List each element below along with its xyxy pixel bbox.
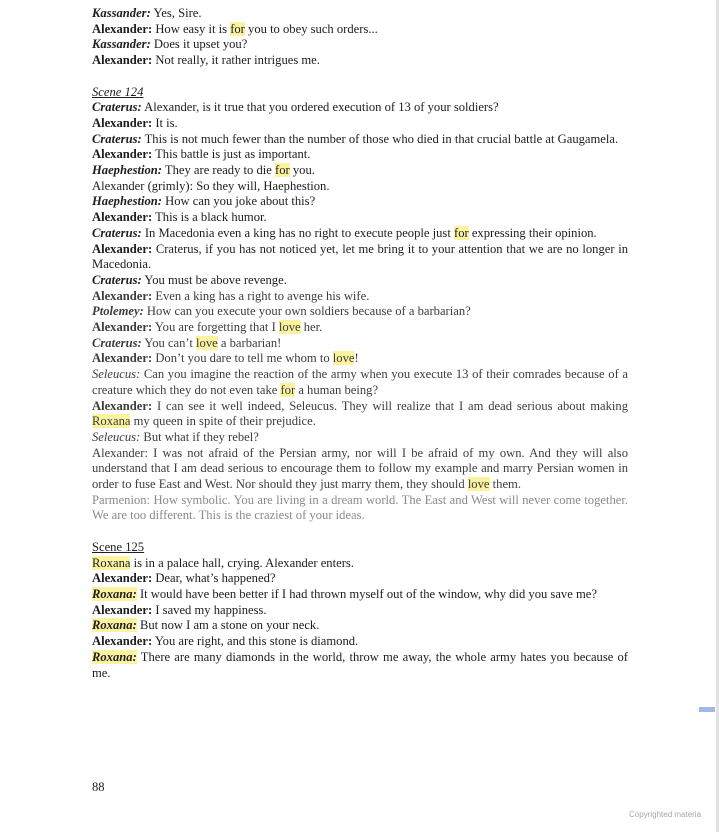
dialogue-line: Alexander: Don’t you dare to tell me whom to love! xyxy=(92,351,359,366)
dialogue-line: Seleucus: Can you imagine the reaction of the army when you execute 13 of their comrades because of a creature which they do not even take for a human being? xyxy=(92,367,628,397)
search-highlight: for xyxy=(280,382,296,397)
search-highlight: love xyxy=(467,477,490,492)
search-highlight: love xyxy=(278,320,301,335)
dialogue-line: Haephestion: How can you joke about this? xyxy=(92,194,316,209)
dialogue-line: Alexander (grimly): So they will, Haephestion. xyxy=(92,178,330,193)
scene-heading: Scene 124 xyxy=(92,84,144,99)
dialogue-line: Alexander: Craterus, if you has not noticed yet, let me bring it to your attention that we are no longer in Macedonia. xyxy=(92,241,628,272)
dialogue-line: Alexander: I saved my happiness. xyxy=(92,602,267,617)
dialogue-line: Craterus: Alexander, is it true that you ordered execution of 13 of your soldiers? xyxy=(92,100,499,115)
dialogue-line: Kassander: Does it upset you? xyxy=(92,37,248,52)
search-highlight: for xyxy=(454,225,469,240)
dialogue-line: Alexander: This is a black humor. xyxy=(92,210,267,225)
dialogue-line: Parmenion: How symbolic. You are living in a dream world. The East and West will never come together. We are too different. This is the craziest of your ideas. xyxy=(92,492,628,523)
scroll-indicator[interactable] xyxy=(699,707,715,712)
dialogue-line: Roxana: It would have been better if I had thrown myself out of the window, why did you save me? xyxy=(92,586,597,601)
search-highlight: for xyxy=(275,163,290,178)
dialogue-line: Alexander: I can see it well indeed, Seleucus. They will realize that I am dead serious about making Roxana my queen in spite of their prejudice. xyxy=(92,398,628,429)
search-highlight: love xyxy=(332,351,355,366)
dialogue-line: Craterus: This is not much fewer than the number of those who died in that crucial battle at Gaugamela. xyxy=(92,131,619,146)
dialogue-line: Haephestion: They are ready to die for you. xyxy=(92,163,315,178)
search-highlight: for xyxy=(230,21,245,36)
dialogue-line: Craterus: You can’t love a barbarian! xyxy=(92,335,282,350)
stage-direction: Roxana is in a palace hall, crying. Alexander enters. xyxy=(92,555,354,570)
dialogue-line: Ptolemey: How can you execute your own soldiers because of a barbarian? xyxy=(92,304,471,319)
dialogue-line: Alexander: You are right, and this stone is diamond. xyxy=(92,634,359,649)
page-number: 88 xyxy=(92,780,105,794)
dialogue-line: Alexander: This battle is just as important. xyxy=(92,147,311,162)
copyright-watermark: Copyrighted materia xyxy=(629,810,702,819)
dialogue-line: Alexander: You are forgetting that I love her. xyxy=(92,320,323,335)
scene-heading: Scene 125 xyxy=(92,539,145,554)
dialogue-line: Alexander: Dear, what’s happened? xyxy=(92,571,276,586)
dialogue-line: Alexander: Not really, it rather intrigues me. xyxy=(92,53,320,68)
dialogue-line: Alexander: I was not afraid of the Persian army, nor will I be afraid of my own. And they will also understand that I am dead serious to encourage them to follow my example and marry Persian women in order to fuse East and West. Nor should they just marry them, they should love them. xyxy=(92,445,628,492)
dialogue-line: Craterus: In Macedonia even a king has no right to execute people just for expressing their opinion. xyxy=(92,225,597,240)
search-highlight: Roxana: xyxy=(92,586,137,601)
script-page xyxy=(92,6,628,681)
dialogue-line: Roxana: But now I am a stone on your neck. xyxy=(92,618,320,633)
dialogue-line: Alexander: It is. xyxy=(92,115,178,130)
dialogue-line: Craterus: You must be above revenge. xyxy=(92,272,287,287)
dialogue-line: Kassander: Yes, Sire. xyxy=(92,6,202,20)
search-highlight: Roxana: xyxy=(92,649,137,664)
dialogue-line: Roxana: There are many diamonds in the world, throw me away, the whole army hates you because of me. xyxy=(92,649,628,680)
dialogue-line: Alexander: Even a king has a right to avenge his wife. xyxy=(92,288,370,303)
search-highlight: Roxana: xyxy=(92,618,137,633)
search-highlight: love xyxy=(196,335,218,350)
search-highlight: Roxana xyxy=(92,555,131,570)
search-highlight: Roxana xyxy=(92,414,131,429)
dialogue-line: Alexander: How easy it is for you to obey such orders... xyxy=(92,21,378,36)
dialogue-line: Seleucus: But what if they rebel? xyxy=(92,429,259,444)
